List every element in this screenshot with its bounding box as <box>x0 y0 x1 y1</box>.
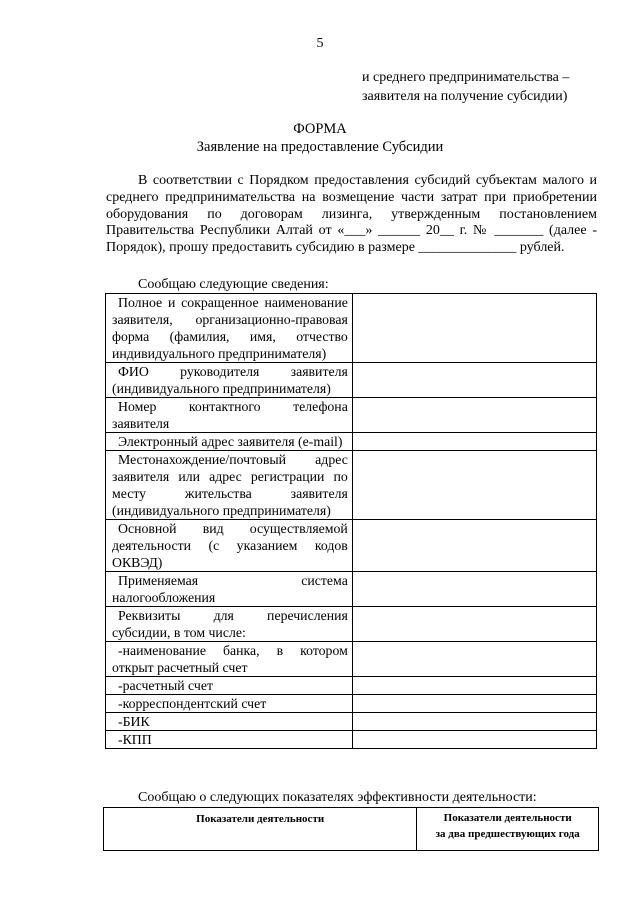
row-value-field[interactable] <box>352 451 596 520</box>
row-label: Номер контактного телефона заявителя <box>106 398 353 433</box>
row-value-field[interactable] <box>352 398 596 433</box>
row-label: -БИК <box>106 713 353 731</box>
row-value-field[interactable] <box>352 713 596 731</box>
table-row <box>106 398 597 433</box>
table-row <box>106 607 597 642</box>
applicant-info-table <box>105 293 597 749</box>
table-row <box>106 713 597 731</box>
row-value-field[interactable] <box>352 677 596 695</box>
row-value-field[interactable] <box>352 607 596 642</box>
table-row <box>106 677 597 695</box>
intro-paragraph: В соответствии с Порядком предоставления субсидий субъектам малого и среднего предпринимательства на возмещение части затрат при приобретении оборудования по договорам лизинга, утвержденным постановлением Правительства Республики Алтай от «___» ______ 20__ г. № _______ (далее - Порядок), прошу предоставить субсидию в размере ______________ рублей. <box>106 173 597 256</box>
form-label: ФОРМА <box>293 121 347 137</box>
table-row <box>106 294 597 363</box>
table-row <box>106 731 597 749</box>
indicators-period-col-header <box>417 808 599 851</box>
table-row <box>106 451 597 520</box>
col-header-line-1: Показатели деятельности <box>443 812 572 824</box>
row-label: -наименование банка, в котором открыт расчетный счет <box>106 642 353 677</box>
row-label: ФИО руководителя заявителя (индивидуального предпринимателя) <box>106 363 353 398</box>
row-label: Основной вид осуществляемой деятельности (с указанием кодов ОКВЭД) <box>106 520 353 572</box>
indicators-intro: Сообщаю о следующих показателях эффективности деятельности: <box>138 790 537 805</box>
table-row <box>106 695 597 713</box>
row-label: Полное и сокращенное наименование заявителя, организационно-правовая форма (фамилия, имя, отчество индивидуального предпринимателя) <box>106 294 353 363</box>
table-row <box>106 520 597 572</box>
row-value-field[interactable] <box>352 731 596 749</box>
indicators-col-header: Показатели деятельности <box>104 808 417 851</box>
row-label: Реквизиты для перечисления субсидии, в том числе: <box>106 607 353 642</box>
header-line-1: и среднего предпринимательства – <box>362 70 570 85</box>
row-label: Применяемая система налогообложения <box>106 572 353 607</box>
indicators-table <box>103 807 599 851</box>
table-row <box>106 433 597 451</box>
col-header-line-2: за два предшествующих года <box>435 828 580 840</box>
row-value-field[interactable] <box>352 642 596 677</box>
row-value-field[interactable] <box>352 695 596 713</box>
row-value-field[interactable] <box>352 294 596 363</box>
table-row <box>106 363 597 398</box>
row-value-field[interactable] <box>352 433 596 451</box>
table-row <box>106 572 597 607</box>
row-label: Местонахождение/почтовый адрес заявителя или адрес регистрации по месту жительства заявителя (индивидуального предпринимателя) <box>106 451 353 520</box>
row-value-field[interactable] <box>352 363 596 398</box>
page-number: 5 <box>316 36 324 51</box>
table-row <box>106 642 597 677</box>
row-label: -КПП <box>106 731 353 749</box>
header-line-2: заявителя на получение субсидии) <box>362 89 568 104</box>
info-intro: Сообщаю следующие сведения: <box>138 277 329 292</box>
row-label: -расчетный счет <box>106 677 353 695</box>
row-value-field[interactable] <box>352 520 596 572</box>
row-label: -корреспондентский счет <box>106 695 353 713</box>
table-header-row <box>104 808 599 851</box>
row-label: Электронный адрес заявителя (e-mail) <box>106 433 353 451</box>
form-title: Заявление на предоставление Субсидии <box>196 139 444 155</box>
row-value-field[interactable] <box>352 572 596 607</box>
